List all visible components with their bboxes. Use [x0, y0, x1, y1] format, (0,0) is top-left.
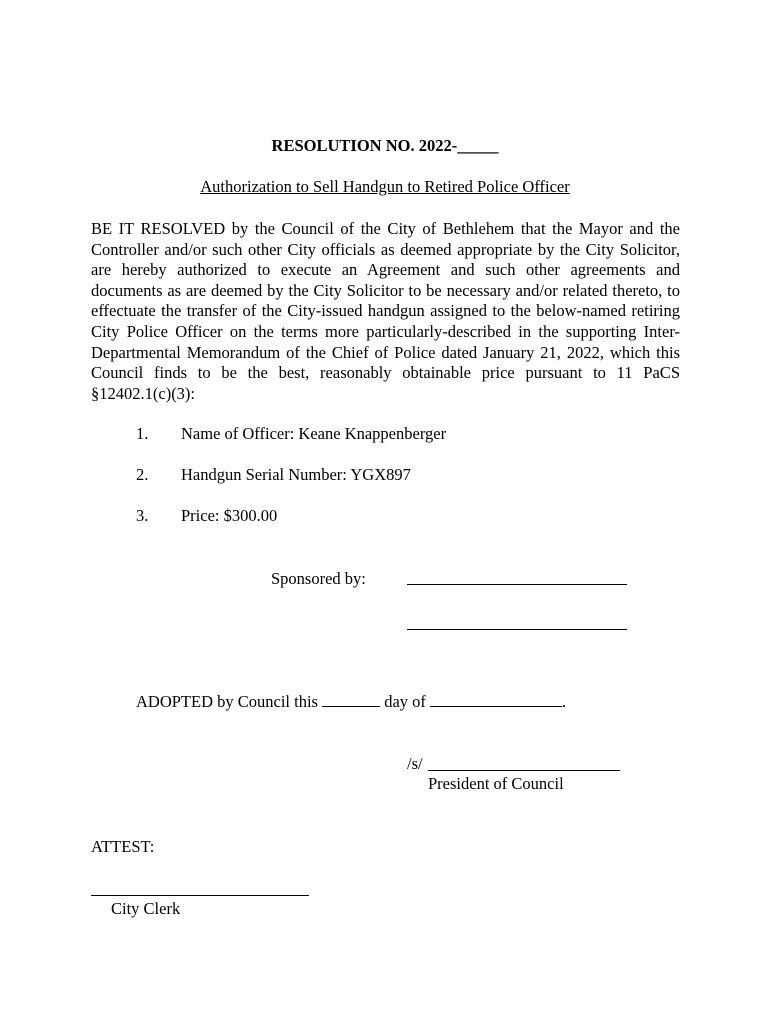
adopted-middle: day of	[384, 692, 426, 711]
item-number-2: 2.	[136, 465, 149, 484]
item-number-1: 1.	[136, 424, 149, 443]
resolution-title: RESOLUTION NO. 2022-_____	[271, 136, 499, 155]
sponsored-by-label: Sponsored by:	[271, 569, 366, 588]
president-label: President of Council	[428, 774, 564, 793]
item-serial-number: Handgun Serial Number: YGX897	[181, 465, 411, 484]
item-officer-name: Name of Officer: Keane Knappenberger	[181, 424, 447, 443]
adopted-line	[136, 692, 566, 712]
sponsor-line-1	[407, 584, 627, 585]
resolution-body: BE IT RESOLVED by the Council of the City of Bethlehem that the Mayor and the Controller and/or such other City officials as deemed appropriate by the City Solicitor, are hereby authorized to execute an Agreement and such other agreements and documents as are deemed by the City Solicitor to be necessary and/or related thereto, to effectuate the transfer of the City-issued handgun assigned to the below-named retiring City Police Officer on the terms more particularly-described in the supporting Inter-Departmental Memorandum of the Chief of Police dated January 21, 2022, which this Council finds to be the best, reasonably obtainable price pursuant to 11 PaCS §12402.1(c)(3):	[91, 219, 680, 403]
adopted-suffix: .	[562, 692, 567, 711]
attest-label: ATTEST:	[91, 837, 155, 856]
item-number-3: 3.	[136, 506, 149, 525]
clerk-label: City Clerk	[111, 899, 181, 918]
president-signature-line	[428, 770, 620, 771]
item-price: Price: $300.00	[181, 506, 278, 525]
resolution-subtitle: Authorization to Sell Handgun to Retired Police Officer	[200, 177, 570, 196]
sponsor-line-2	[407, 629, 627, 630]
adopted-day-blank	[322, 692, 380, 707]
adopted-month-blank	[430, 692, 562, 707]
signature-prefix: /s/	[407, 754, 423, 773]
clerk-signature-line	[91, 895, 309, 896]
adopted-prefix: ADOPTED by Council this	[136, 692, 318, 711]
